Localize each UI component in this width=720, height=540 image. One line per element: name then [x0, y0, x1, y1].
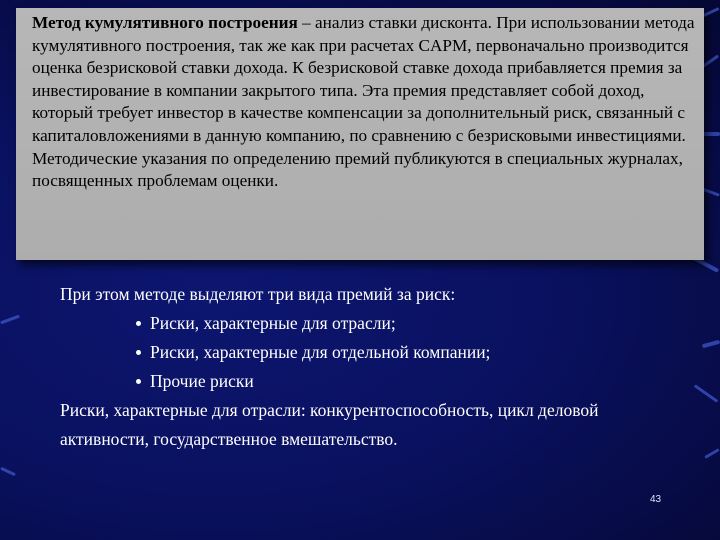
page-number: 43 [650, 494, 662, 505]
definition-box [16, 8, 704, 260]
definition-body: – анализ ставки дисконта. При использовании метода кумулятивного построения, так же как при расчетах CAPM, первоначально производится оценка безрисковой ставки дохода. К безрисковой ставке дохода прибавляется премия за инвестирование в компании закрытого типа. Эта премия представляет собой доход, который требует инвестор в качестве компенсации за дополнительный риск, связанный с капиталовложениями в данную компанию, по сравнению с безрисковыми инвестициями. Методические указания по определению премий публикуются в специальных журналах, посвященных проблемам оценки. [32, 13, 695, 191]
premiums-outro: Риски, характерные для отрасли: конкурентоспособность, цикл деловой активности, государственное вмешательство. [60, 400, 599, 449]
bullet-icon [136, 379, 141, 384]
premiums-section [60, 280, 690, 454]
decorative-line [702, 132, 720, 136]
definition-term: Метод кумулятивного построения [32, 13, 298, 32]
decorative-line [704, 448, 719, 459]
list-item-label: Прочие риски [150, 371, 254, 391]
decorative-line [0, 467, 16, 476]
decorative-line [702, 340, 720, 349]
list-item [136, 309, 690, 338]
decorative-line [694, 384, 719, 403]
bullet-icon [136, 350, 141, 355]
list-item-label: Риски, характерные для отрасли; [150, 313, 396, 333]
bullet-icon [136, 321, 141, 326]
definition-text [32, 12, 696, 193]
premiums-intro: При этом методе выделяют три вида премий за риск: [60, 284, 456, 304]
premiums-list [60, 309, 690, 396]
decorative-line [0, 315, 20, 325]
list-item [136, 367, 690, 396]
list-item [136, 338, 690, 367]
list-item-label: Риски, характерные для отдельной компании; [150, 342, 491, 362]
